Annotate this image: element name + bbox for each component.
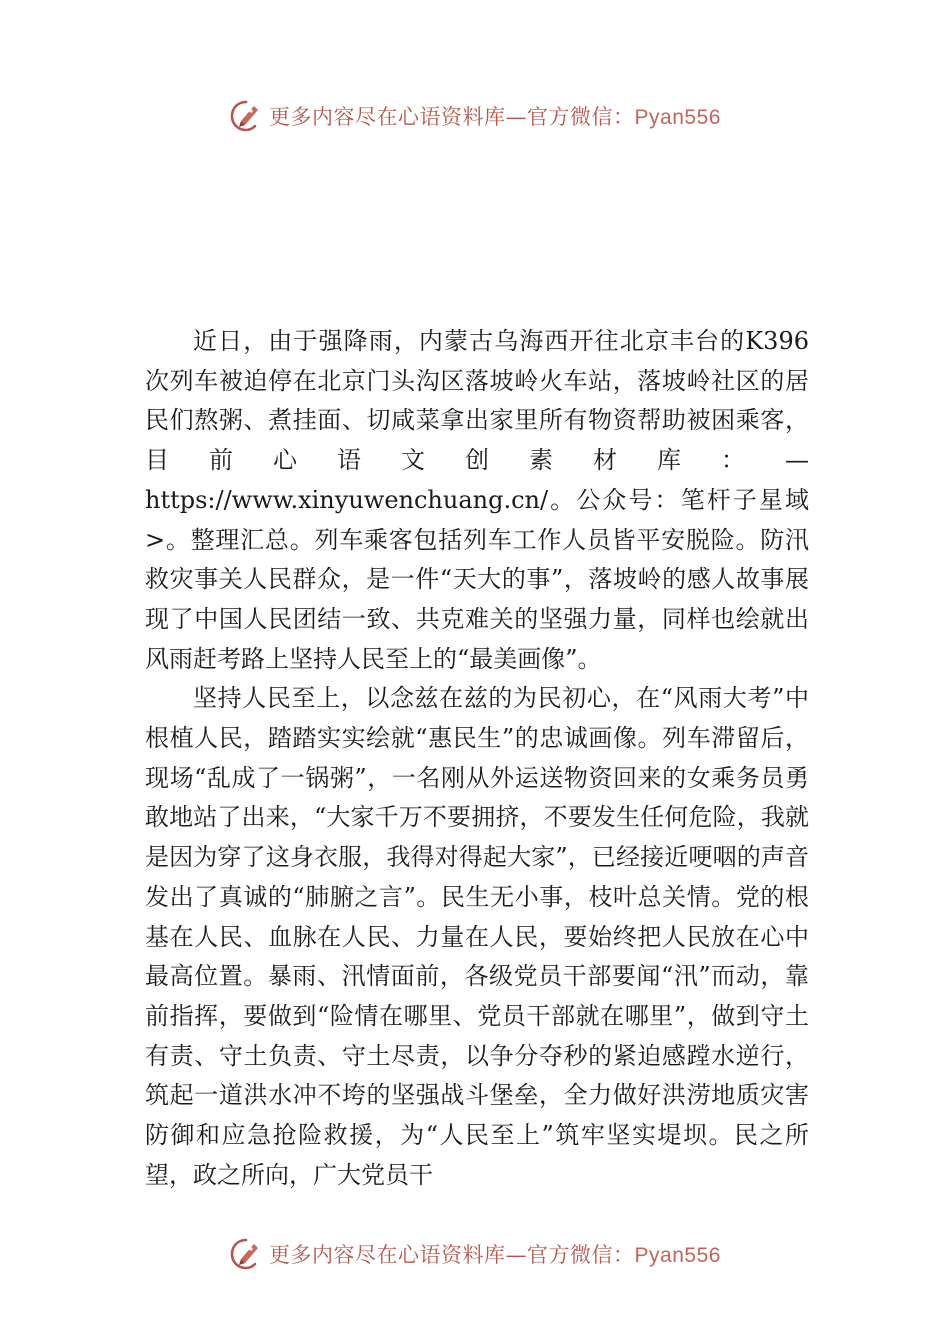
paragraph-2: 坚持人民至上，以念兹在兹的为民初心，在“风雨大考”中根植人民，踏踏实实绘就“惠民生”的忠诚画像。列车滞留后，现场“乱成了一锅粥”，一名刚从外运送物资回来的女乘务员勇敢地站了出来，“大家千万不要拥挤，不要发生任何危险，我就是因为穿了这身衣服，我得对得起大家”，已经接近哽咽的声音发出了真诚的“肺腑之言”。民生无小事，枝叶总关情。党的根基在人民、血脉在人民、力量在人民，要始终把人民放在心中最高位置。暴雨、汛情面前，各级党员干部要闻“汛”而动，靠前指挥，要做到“险情在哪里、党员干部就在哪里”，做到守土有责、守土负责、守土尽责，以争分夺秒的紧迫感蹚水逆行，筑起一道洪水冲不垮的坚强战斗堡垒，全力做好洪涝地质灾害防御和应急抢险救援，为“人民至上”筑牢坚实堤坝。民之所望，政之所向，广大党员干 bbox=[145, 684, 809, 1189]
pen-nib-logo-icon bbox=[229, 1237, 263, 1271]
header-banner-text bbox=[269, 101, 721, 131]
header-banner-content bbox=[229, 99, 721, 133]
footer-banner-content bbox=[229, 1237, 721, 1271]
footer-banner-label: 更多内容尽在心语资料库—官方微信： bbox=[269, 1243, 635, 1267]
header-banner-label: 更多内容尽在心语资料库—官方微信： bbox=[269, 105, 635, 129]
header-banner bbox=[0, 96, 950, 136]
paragraph-1: 近日，由于强降雨，内蒙古乌海西开往北京丰台的K396 次列车被迫停在北京门头沟区落坡岭火车站，落坡岭社区的居民们熬粥、煮挂面、切咸菜拿出家里所有物资帮助被困乘客，目前心语文创素材库：—https://www.xinyuwenchuang.cn/。公众号：笔杆子星域>。整理汇总。列车乘客包括列车工作人员皆平安脱险。防汛救灾事关人民群众，是一件“天大的事”，落坡岭的感人故事展现了中国人民团结一致、共克难关的坚强力量，同样也绘就出风雨赶考路上坚持人民至上的“最美画像”。 bbox=[145, 327, 809, 673]
pen-nib-logo-icon bbox=[229, 99, 263, 133]
article-body bbox=[145, 322, 809, 1195]
header-wechat-id: Pyan556 bbox=[634, 106, 721, 129]
footer-banner bbox=[0, 1234, 950, 1274]
footer-banner-text bbox=[269, 1239, 721, 1269]
footer-wechat-id: Pyan556 bbox=[634, 1244, 721, 1267]
